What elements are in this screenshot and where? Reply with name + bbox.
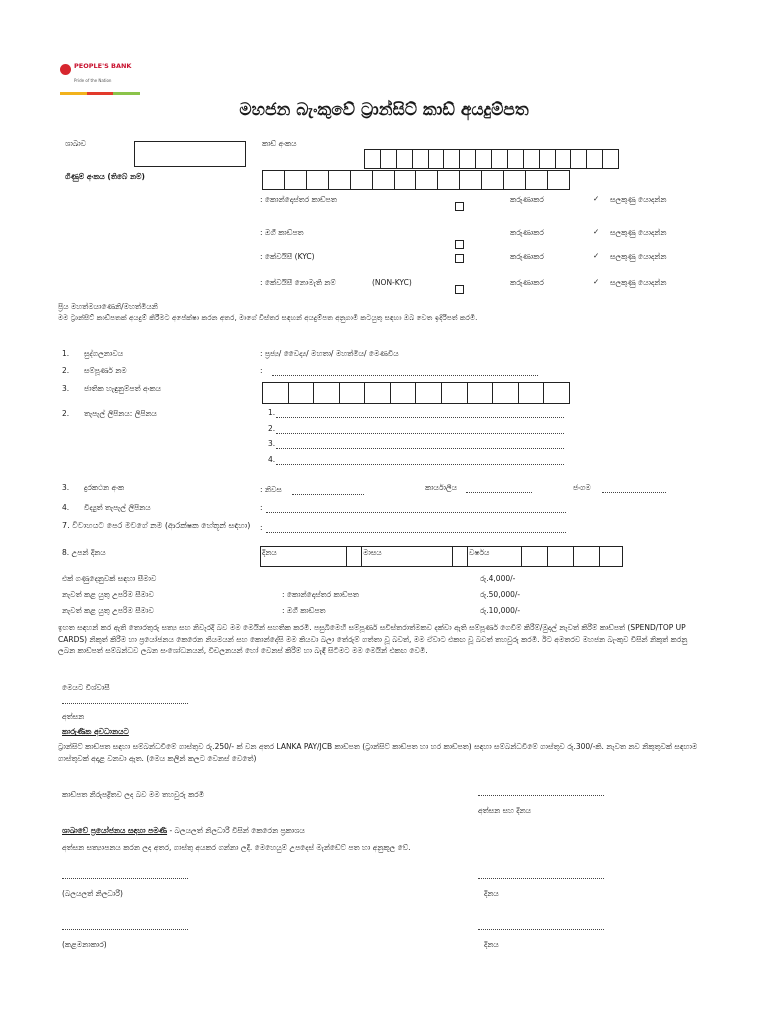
dob-year-digit[interactable] [522,547,548,566]
verified-text: අත්සන සත්‍යාපනය කරන ලද අතර, ගාස්තු අයකර ගන්නා ලදී. මෙහෙයුම් උපදෙස් මැන්ඩේට් පත හා අනුකූල වේ. [62,843,411,852]
limit-amount: රු.10,000/- [480,606,521,615]
signature-input[interactable] [62,702,188,704]
dob-label: 8. උපන් දිනය [62,548,106,557]
officer-date-label: දිනය [484,889,499,898]
checkbox-ogi-card[interactable] [455,240,464,249]
manager-date-label: දිනය [484,940,499,949]
card-number-label: කාඩ් අංකය [262,139,297,148]
staff-label: කරුණාකර [510,252,544,261]
dob-day-digit[interactable] [347,547,362,566]
branch-input[interactable] [134,141,246,167]
field-number: 2. [62,409,70,418]
card-type-label-conductor: : කොන්දොස්තර කාඩ්පත [260,195,337,204]
mother-name-colon: : [260,523,263,532]
address-line-number: 3. [268,439,276,448]
mark-instruction: සලකුණු යොදන්න [610,195,667,204]
officer-label: (බලයලත් නිලධාරී) [62,889,123,898]
officer-signature-input[interactable] [62,877,188,879]
logo-emblem-icon [60,64,71,75]
account-number-input[interactable] [262,170,570,190]
field-number: 2. [62,366,70,375]
dob-year-digit[interactable] [548,547,574,566]
manager-date-input[interactable] [478,928,604,930]
address-line-4-input[interactable] [276,463,564,465]
stripe-yellow [60,92,87,95]
logo-stripe [60,92,140,95]
address-line-number: 1. [268,408,276,417]
address-line-number: 4. [268,455,276,464]
checkbox-conductor-card[interactable] [455,202,464,211]
officer-date-input[interactable] [478,877,604,879]
attention-text: ට්‍රාන්සිට් කාඩ්පත සඳහා සම්බන්ධවීමේ ගාස්තුව රු.250/- ක් වන අතර LANKA PAY/JCB කාඩ්පත (ට්‍රාන්සිට් කාඩ්පත හා හර කාඩ්පත) සඳහා සම්බන්ධවීමේ ගාස්තුව රු.300/-කි. නැවත නව නිකුතුවක් සඳහාම ගාස්තුවක් අදාළ වනවා ඇත. (මෙය කලින් කලට වෙනස් වෙතේ) [58,742,698,763]
mark-instruction: සලකුණු යොදන්න [610,228,667,237]
address-line-number: 2. [268,424,276,433]
manager-label: (කළමනාකාර) [62,940,107,949]
received-signature-input[interactable] [478,794,604,796]
stripe-green [113,92,140,95]
name-colon: : [260,366,263,375]
address-line-2-input[interactable] [276,432,564,434]
title-label: සුද්ගලනාවය [84,349,124,358]
email-colon: : [260,503,263,512]
dob-grid[interactable] [260,546,623,567]
mark-instruction: සලකුණු යොදන්න [610,278,667,287]
email-input[interactable] [266,511,566,513]
dob-month-label: මාසය [363,548,382,557]
dob-year-digit[interactable] [600,547,622,566]
non-kyc-label: (NON-KYC) [372,278,412,287]
home-phone-input[interactable] [292,493,364,495]
address-label: තැපැල් ලිපිනය: ලිපිනය [84,409,157,418]
mobile-phone-label: ජංගම [573,483,591,492]
sign-date-label: අත්සන සහ දිනය [478,806,532,815]
dob-year-label: වර්ෂය [469,548,490,557]
office-phone-input[interactable] [466,491,532,493]
card-type-label-non-kyc: : කේවයිසී නොමැති නම් [260,278,336,287]
home-phone-label: : නිවස [260,485,282,494]
field-number: 3. [62,384,70,393]
card-type-label-kyc: : කේවයිසී (KYC) [260,252,315,261]
staff-label: කරුණාකර [510,278,544,287]
field-number: 3. [62,483,70,492]
office-use-heading: ශාඛාවේ ප්‍රයෝජනය සඳහා පමණි [62,826,168,835]
card-type-label-ogi: : ඔගී කාඩ්පත [260,228,304,237]
mobile-phone-input[interactable] [602,491,666,493]
mother-name-label: 7. විවාහයට පෙර මවගේ නම (ආරක්ෂක හේතූන් සඳහා) [62,521,251,530]
limit-label: නැවත් කළ යුතු උපරිම සීමාව [62,606,154,615]
limit-amount: රු.4,000/- [480,574,516,583]
limit-amount: රු.50,000/- [480,590,521,599]
staff-label: කරුණාකර [510,195,544,204]
name-input[interactable] [272,374,538,376]
checkbox-non-kyc[interactable] [455,285,464,294]
faithfully-label: මෙයට විශ්වාසී [62,683,110,692]
dob-year-cell[interactable] [468,547,522,566]
check-mark-icon: ✓ [593,251,600,260]
dob-day-cell[interactable] [261,547,347,566]
account-number-label: ගිණුම් අංකය (තිබේ නම්) [65,172,145,181]
page-title: මහජන බැංකුවේ ට්‍රාන්සිට් කාඩ් අයදුම්පත [239,100,529,120]
address-line-3-input[interactable] [276,447,564,449]
greeting: ප්‍රිය මහත්මයාණෙනි/මහත්මියනි [58,302,158,311]
staff-label: කරුණාකර [510,228,544,237]
card-number-input[interactable] [364,149,619,169]
nic-label: ජාතික හැඳුනුම්පත් අංකය [84,384,161,393]
declaration-text: ඉහත සඳහන් කර ඇති තොරතුරු සත්‍ය සහ නිවැරදි බව මම මෙයින් සහතික කරමි. පසුබිමෙහි සම්පූර්ණ සවිස්තරාත්මකව දක්වා ඇති සම්පූර්ණ ගෙවීම් කිරීම්/මුදල් නැවත් කිරීම් කාඩ්පත් (SPEND/TOP UP CARDS) නිකුත් කිරීම හා ප්‍රයෝජනය කෙරෙන නියමයන් සහ කොන්දේසි මම කියවා බලා තේරුම් ගත්තා වූ බවත්, මම ඒවාට එකඟ වූ බවත් තහවුරු කරමි. ඊට අමතරව මහජන බැංකුව විසින් නිකුත් කරනු ලබන කාඩ්පත් සම්බන්ධව ලබන සංශෝධනයන්, විචලනයන් හෝ වෙනස් කිරීම් හා බැඳී සිටීමට මම මෙයින් එකඟ වෙමි. [58,623,688,655]
stripe-red [87,92,114,95]
dob-month-digit[interactable] [453,547,468,566]
check-mark-icon: ✓ [593,277,600,286]
office-use-section [62,826,305,836]
dob-month-cell[interactable] [362,547,453,566]
address-line-1-input[interactable] [276,416,564,418]
limit-card-type: : කොන්දොස්තර කාඩ්පත [282,590,359,599]
card-received-text: කාඩ්පත නිරුපද්‍රිතව ලද බව මම තහවුරු කරමි [62,790,205,799]
office-phone-label: කාර්යාලීය [425,483,458,492]
limit-label: නැවත් කළ යුතු උපරිම සීමාව [62,590,154,599]
title-options[interactable]: : ප්‍රජ්‍ය/ වෛද්‍ය/ මහතා/ මහත්මිය/ මෙණවිය [260,349,399,358]
limit-label: එක් ගණුදෙනුවක් සඳහා සීමාව [62,574,157,583]
email-label: විද්‍යුත් තැපැල් ලිපිනය [84,503,151,512]
branch-label: ශාඛාව [65,139,87,148]
mother-name-input[interactable] [266,531,566,533]
attention-heading: කාරුණික අවධානයට [62,727,129,736]
checkbox-kyc[interactable] [455,254,464,263]
nic-input[interactable] [262,382,570,404]
dob-year-digit[interactable] [574,547,600,566]
office-use-subtitle: - බලයලත් නිලධාරී විසින් කෙරෙන ප්‍රකාශය [167,826,305,835]
check-mark-icon: ✓ [593,194,600,203]
manager-signature-input[interactable] [62,928,188,930]
bank-logo [60,62,130,94]
limit-card-type: : ඔගී කාඩ්පත [282,606,326,615]
field-number: 1. [62,349,70,358]
signature-label: අත්සන [62,712,85,721]
mark-instruction: සලකුණු යොදන්න [610,252,667,261]
phone-label: දුරකථන අංක [84,483,125,492]
name-label: සම්පූර්ණ නම [84,366,127,375]
logo-tagline: Pride of the Nation [74,78,112,83]
dob-day-label: දිනය [262,548,277,557]
field-number: 4. [62,503,70,512]
check-mark-icon: ✓ [593,227,600,236]
logo-brand: PEOPLE'S BANK [74,62,132,70]
intro-text: මම ට්‍රාන්සිට් කාඩ්පතක් අයදුම් කිරීමට අපේක්ෂා කරන අතර, මාගේ විස්තර සඳහන් අයදුම්පත අනුගාමී කටයුතු සඳහා ඔබ වෙත ඉදිරිපත් කරමි. [58,313,478,322]
